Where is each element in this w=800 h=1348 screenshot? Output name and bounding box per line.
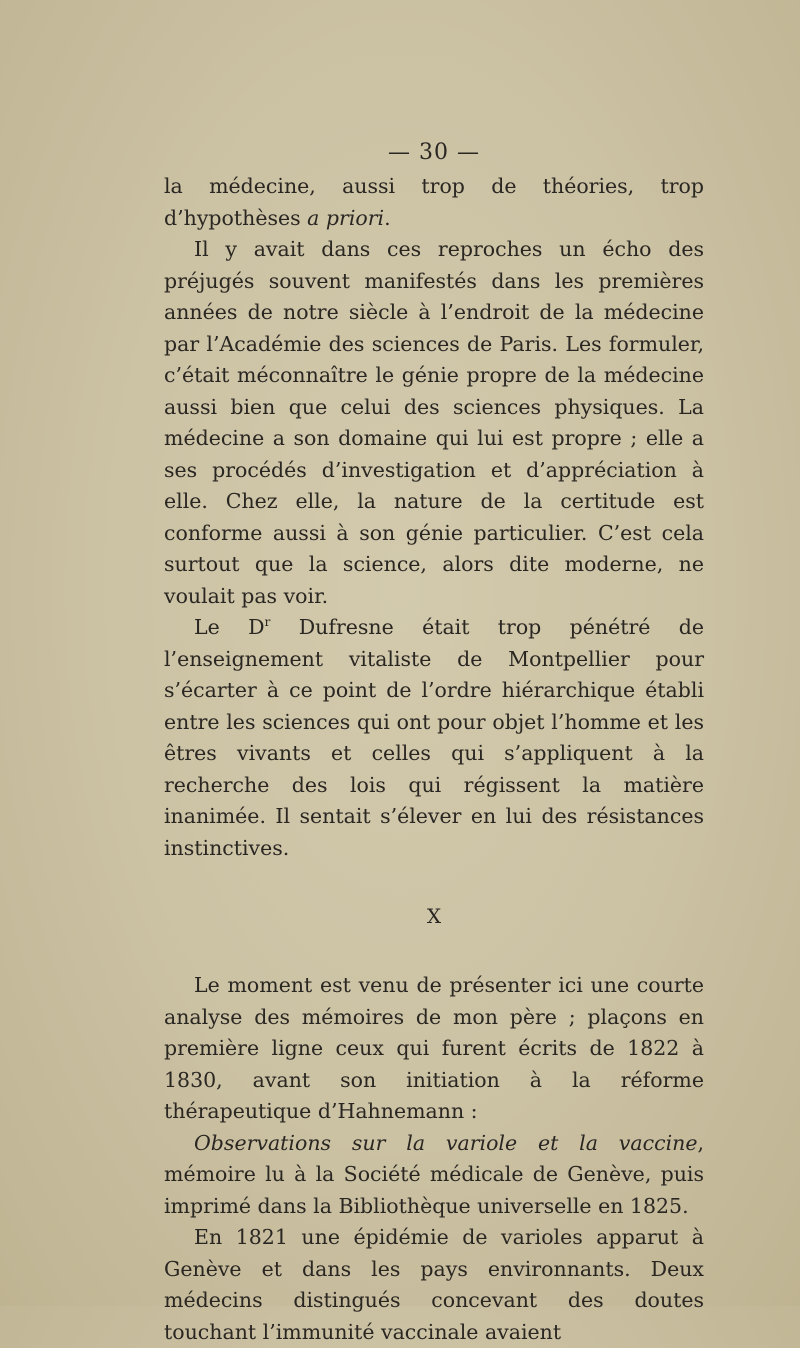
paragraph-2: Il y avait dans ces reproches un écho des préjugés souvent manifestés dans les premières années de notre siècle à l’endroit de la médecine par l’Académie des sciences de Paris. Les formuler, c’était méconnaître le génie propre de la médecine aussi bien que celui des sciences physiques. La médecine a son domaine qui lui est propre ; elle a ses procédés d’investigation et d’appréciation à elle. Chez elle, la nature de la certitude est conforme aussi à son génie particulier. C’est cela surtout que la science, alors dite moderne, ne voulait pas voir. <box>164 237 704 608</box>
section-heading: X <box>426 904 442 928</box>
page-number: — 30 — <box>388 140 480 165</box>
paragraph-3: Le $D^r$ Dufresne était trop pénétré de l’enseignement vitaliste de Montpellier pour s’écarter à ce point de l’ordre hiérarchique établi entre les sciences qui ont pour objet l’homme et les êtres vivants et celles qui s’appliquent à la recherche des lois qui régissent la matière inanimée. Il sentait s’élever en lui des résistances instinctives. <box>164 615 704 860</box>
paragraph-4: Le moment est venu de présenter ici une courte analyse des mémoires de mon père ; plaçons en première ligne ceux qui furent écrits de 1822 à 1830, avant son initiation à la réforme thérapeutique d’Hahnemann : <box>164 973 704 1123</box>
italic-phrase: a priori <box>307 205 385 230</box>
paragraph-1: la médecine, aussi trop de théories, trop d’hypothèses a priori. <box>164 174 704 230</box>
paragraph-5: Observations sur la variole et la vaccine, mémoire lu à la Société médicale de Genève, puis imprimé dans la Bibliothèque universelle en 1825. <box>164 1130 704 1218</box>
page-content <box>164 140 704 1348</box>
memoir-title: Observations sur la variole et la vaccine <box>194 1130 698 1155</box>
paragraph-6: En 1821 une épidémie de varioles apparut à Genève et dans les pays environnants. Deux médecins distingués concevant des doutes touchant l’immunité vaccinale avaient <box>164 1225 704 1344</box>
